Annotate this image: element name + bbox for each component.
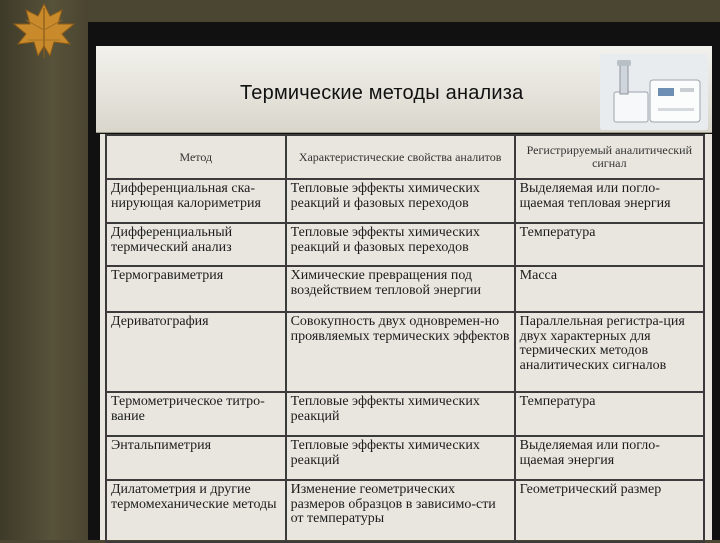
properties-cell: Изменение геометрических размеров образцов в зависимо-сти от температуры — [286, 480, 515, 542]
left-decor-strip — [0, 0, 88, 540]
signal-cell: Параллельная регистра-ция двух характерных для термических методов аналитических сигналов — [515, 312, 704, 392]
column-header-signal: Регистрируемый аналитический сигнал — [515, 135, 704, 179]
table-row — [106, 392, 704, 436]
table-row — [106, 223, 704, 266]
signal-cell: Выделяемая или погло-щаемая энергия — [515, 436, 704, 480]
slide-title: Термические методы анализа — [240, 82, 524, 104]
method-cell: Термометрическое титро-вание — [106, 392, 286, 436]
signal-cell: Выделяемая или погло-щаемая тепловая энергия — [515, 179, 704, 223]
method-cell: Дифференциальный термический анализ — [106, 223, 286, 266]
table-row — [106, 266, 704, 312]
methods-table — [105, 134, 705, 543]
method-cell: Энтальпиметрия — [106, 436, 286, 480]
signal-cell: Температура — [515, 392, 704, 436]
signal-cell: Температура — [515, 223, 704, 266]
properties-cell: Тепловые эффекты химических реакций и фазовых переходов — [286, 179, 515, 223]
method-cell: Термогравиметрия — [106, 266, 286, 312]
column-header-properties: Характеристические свойства аналитов — [286, 135, 515, 179]
properties-cell: Тепловые эффекты химических реакций — [286, 436, 515, 480]
thermal-analyzer-instrument-image — [600, 54, 708, 130]
method-cell: Дилатометрия и другие термомеханические методы — [106, 480, 286, 542]
table-header-row — [106, 135, 704, 179]
signal-cell: Масса — [515, 266, 704, 312]
method-cell: Дифференциальная ска-нирующая калориметрия — [106, 179, 286, 223]
signal-cell: Геометрический размер — [515, 480, 704, 542]
properties-cell: Тепловые эффекты химических реакций — [286, 392, 515, 436]
table-row — [106, 312, 704, 392]
column-header-method: Метод — [106, 135, 286, 179]
method-cell: Дериватография — [106, 312, 286, 392]
properties-cell: Тепловые эффекты химических реакций и фазовых переходов — [286, 223, 515, 266]
properties-cell: Совокупность двух одновремен-но проявляемых термических эффектов — [286, 312, 515, 392]
table-row — [106, 436, 704, 480]
autumn-leaf-icon — [4, 0, 84, 62]
properties-cell: Химические превращения под воздействием тепловой энергии — [286, 266, 515, 312]
table-row — [106, 179, 704, 223]
table-row — [106, 480, 704, 542]
